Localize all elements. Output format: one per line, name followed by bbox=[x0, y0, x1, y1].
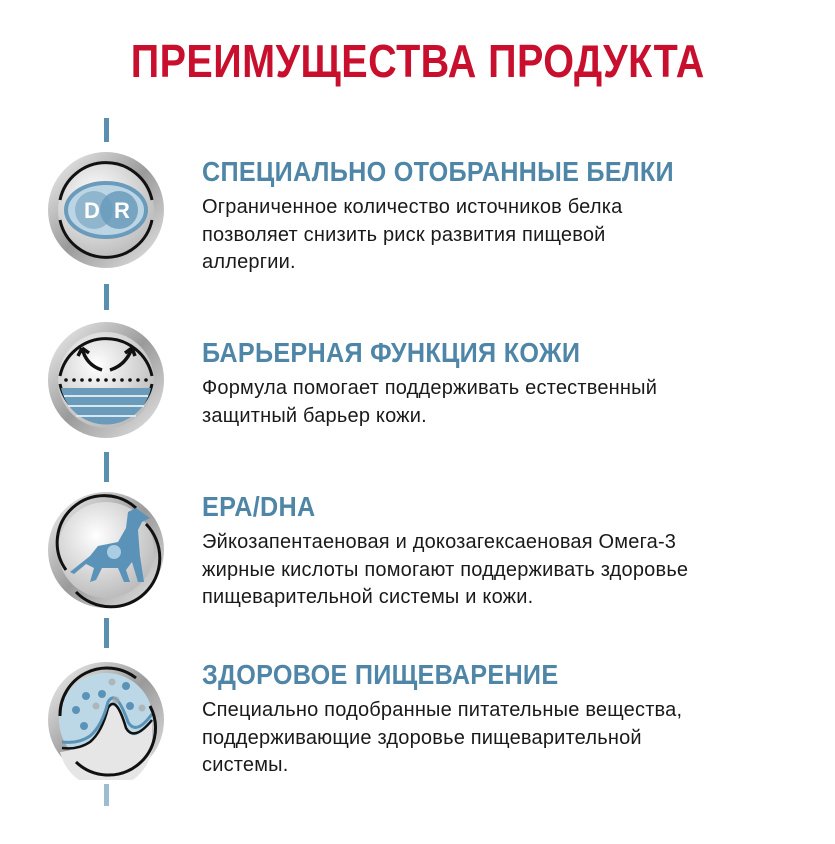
benefit-item bbox=[202, 156, 822, 277]
svg-text:D: D bbox=[84, 198, 100, 223]
benefit-text: Формула помогает поддерживать естественный защитный барьер кожи. bbox=[202, 377, 658, 427]
benefit-item bbox=[202, 491, 822, 612]
svg-text:R: R bbox=[114, 198, 130, 223]
dog-icon bbox=[46, 490, 166, 610]
connector-line bbox=[104, 284, 109, 310]
benefit-heading: БАРЬЕРНАЯ ФУНКЦИЯ КОЖИ bbox=[202, 337, 581, 368]
connector-line bbox=[104, 452, 109, 482]
benefit-item bbox=[202, 337, 822, 430]
digestion-icon bbox=[46, 660, 166, 780]
connector-line bbox=[104, 118, 109, 142]
benefit-text: Эйкозапентаеновая и докозагексаеновая Омега-3 жирные кислоты помогают поддерживать здоровье пищеварительной системы и кожи. bbox=[202, 531, 689, 608]
dr-protein-icon bbox=[46, 150, 166, 270]
benefit-heading: EPA/DHA bbox=[202, 491, 316, 522]
benefit-heading: ЗДОРОВОЕ ПИЩЕВАРЕНИЕ bbox=[202, 659, 559, 690]
connector-line bbox=[104, 784, 109, 806]
benefit-heading: СПЕЦИАЛЬНО ОТОБРАННЫЕ БЕЛКИ bbox=[202, 156, 674, 187]
skin-barrier-icon bbox=[46, 320, 166, 440]
benefit-text: Ограниченное количество источников белка позволяет снизить риск развития пищевой аллергии. bbox=[202, 196, 623, 273]
benefit-text: Специально подобранные питательные вещества, поддерживающие здоровье пищеварительной системы. bbox=[202, 699, 683, 776]
benefit-item bbox=[202, 659, 822, 780]
connector-line bbox=[104, 618, 109, 648]
page-title: ПРЕИМУЩЕСТВА ПРОДУКТА bbox=[130, 35, 705, 87]
